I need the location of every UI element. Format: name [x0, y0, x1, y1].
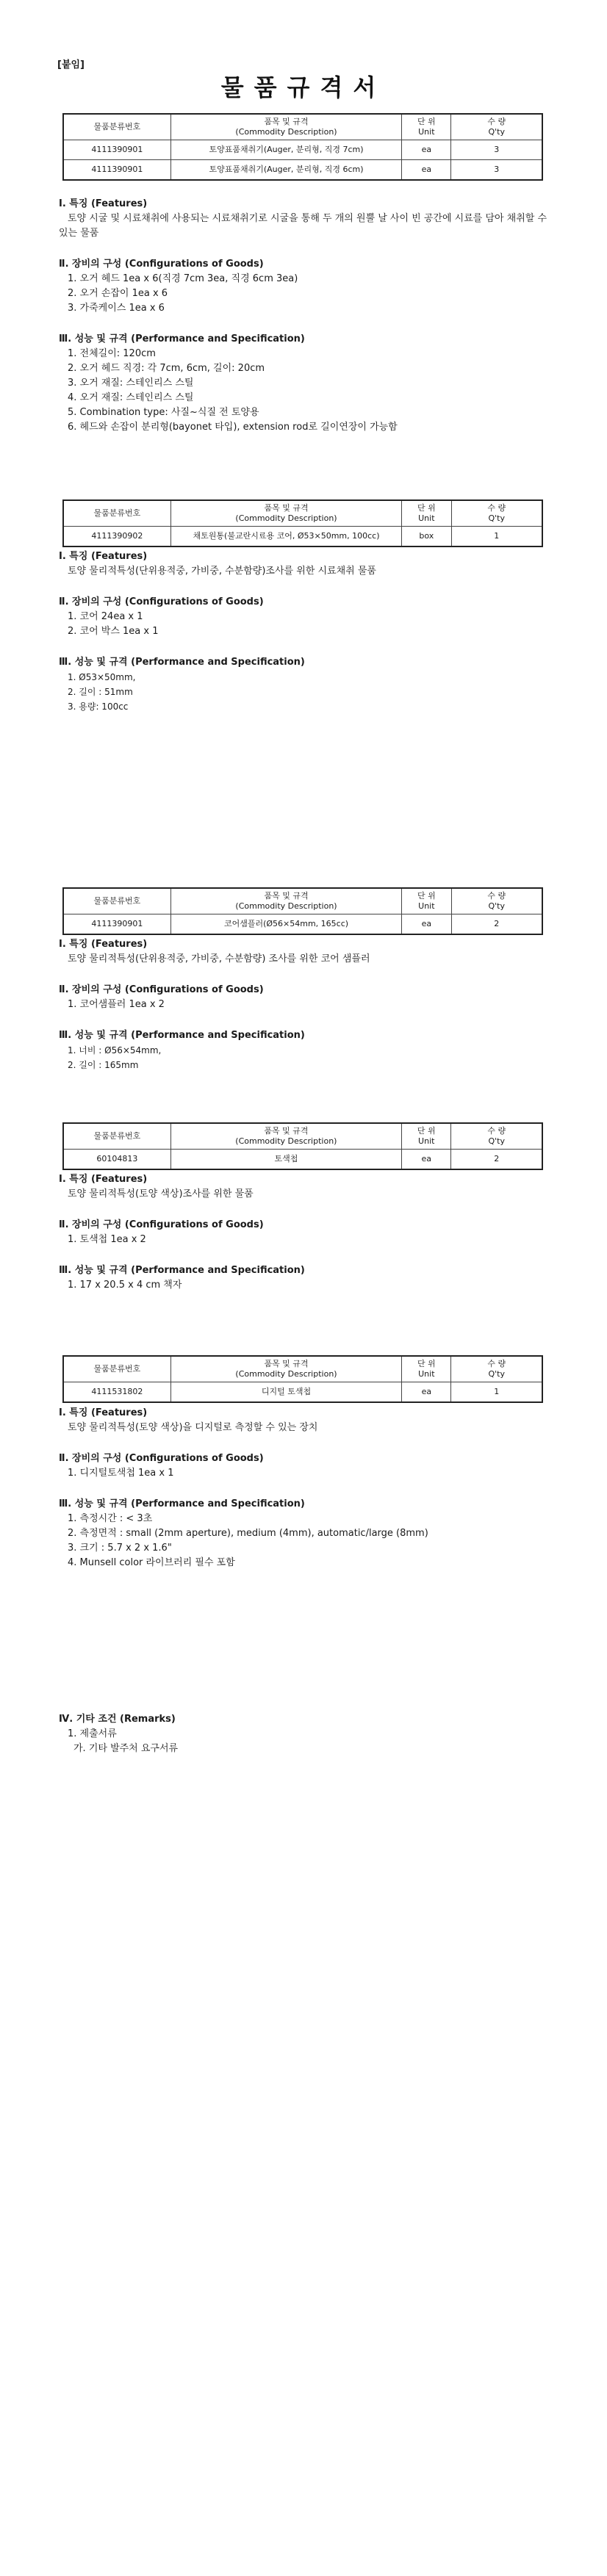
perf-item: 5. Combination type: 사질~식질 전 토양용 [68, 407, 259, 418]
features-heading: Ⅰ. 특징 (Features) [59, 1407, 148, 1418]
cell-code: 4111390901 [63, 914, 170, 935]
config-item: 1. 토색첩 1ea x 2 [68, 1234, 146, 1245]
perf-heading: Ⅲ. 성능 및 규격 (Performance and Specification) [59, 1498, 305, 1509]
header-desc: 품목 및 규격 (Commodity Description) [170, 1356, 401, 1382]
header-desc: 품목 및 규격 (Commodity Description) [170, 888, 401, 914]
config-heading: Ⅱ. 장비의 구성 (Configurations of Goods) [59, 1219, 264, 1230]
table-header-row [63, 1123, 542, 1150]
perf-item: 1. 17 x 20.5 x 4 cm 책자 [68, 1280, 182, 1291]
config-heading: Ⅱ. 장비의 구성 (Configurations of Goods) [59, 259, 264, 270]
header-qty: 수 량 Q'ty [451, 888, 542, 914]
header-qty: 수 량 Q'ty [451, 1356, 542, 1382]
header-unit: 단 위 Unit [402, 1123, 451, 1150]
header-code: 물품분류번호 [63, 114, 170, 140]
features-text: 토양 물리적특성(토양 색상)조사를 위한 물품 [68, 1188, 254, 1199]
item-2-spec [59, 549, 558, 714]
cell-desc: 디지털 토색첩 [170, 1382, 401, 1403]
cell-code: 4111390901 [63, 140, 170, 160]
features-heading: Ⅰ. 특징 (Features) [59, 1174, 148, 1185]
header-desc: 품목 및 규격 (Commodity Description) [170, 114, 401, 140]
cell-desc: 코어샘플러(Ø56×54mm, 165cc) [170, 914, 401, 935]
header-qty: 수 량 Q'ty [451, 500, 542, 527]
cell-desc: 토색첩 [170, 1150, 401, 1170]
cell-qty: 3 [451, 140, 542, 160]
table-row [63, 527, 542, 547]
config-item: 2. 오거 손잡이 1ea x 6 [68, 288, 168, 299]
item-1-spec [59, 197, 558, 435]
perf-heading: Ⅲ. 성능 및 규격 (Performance and Specification) [59, 1265, 305, 1276]
cell-unit: ea [402, 140, 451, 160]
perf-item: 1. 너비 : Ø56×54mm, [68, 1045, 162, 1056]
cell-unit: box [402, 527, 451, 547]
features-text: 토양 시굴 및 시료채취에 사용되는 시료채취기로 시굴을 통해 두 개의 원뿔 날 사이 빈 공간에 시료를 담아 채취할 수 있는 물품 [59, 213, 547, 239]
perf-item: 1. Ø53×50mm, [68, 672, 136, 682]
item-table-5 [62, 1355, 543, 1403]
cell-desc: 채토원통(불교란시료용 코어, Ø53×50mm, 100cc) [170, 527, 401, 547]
perf-item: 1. 측정시간 : < 3초 [68, 1513, 153, 1524]
header-code: 물품분류번호 [63, 1123, 170, 1150]
config-item: 1. 디지털토색첩 1ea x 1 [68, 1468, 174, 1479]
config-heading: Ⅱ. 장비의 구성 (Configurations of Goods) [59, 596, 264, 607]
table-header-row [63, 500, 542, 527]
perf-item: 4. Munsell color 라이브러리 필수 포함 [68, 1557, 235, 1568]
header-unit: 단 위 Unit [402, 500, 451, 527]
perf-item: 3. 오거 재질: 스테인리스 스틸 [68, 378, 194, 389]
header-desc: 품목 및 규격 (Commodity Description) [170, 500, 401, 527]
cell-code: 4111390901 [63, 160, 170, 181]
remarks-heading: Ⅳ. 기타 조건 (Remarks) [59, 1714, 176, 1725]
features-heading: Ⅰ. 특징 (Features) [59, 939, 148, 950]
cell-qty: 1 [451, 1382, 542, 1403]
cell-unit: ea [402, 1382, 451, 1403]
table-header-row [63, 1356, 542, 1382]
item-3-spec [59, 937, 558, 1072]
cell-qty: 2 [451, 1150, 542, 1170]
perf-heading: Ⅲ. 성능 및 규격 (Performance and Specification) [59, 333, 305, 344]
remarks-subitem: 가. 기타 발주처 요구서류 [73, 1743, 179, 1754]
header-unit: 단 위 Unit [402, 1356, 451, 1382]
header-unit: 단 위 Unit [402, 888, 451, 914]
perf-item: 2. 오거 헤드 직경: 각 7cm, 6cm, 길이: 20cm [68, 363, 265, 374]
item-5-spec [59, 1406, 558, 1570]
header-code: 물품분류번호 [63, 500, 170, 527]
remarks-item: 1. 제출서류 [68, 1728, 117, 1739]
config-heading: Ⅱ. 장비의 구성 (Configurations of Goods) [59, 1453, 264, 1464]
table-row [63, 1150, 542, 1170]
table-row [63, 1382, 542, 1403]
perf-item: 3. 용량: 100cc [68, 701, 129, 712]
cell-desc: 토양표품채취기(Auger, 분리형, 직경 6cm) [170, 160, 401, 181]
cell-qty: 3 [451, 160, 542, 181]
config-item: 1. 코어샘플러 1ea x 2 [68, 999, 165, 1010]
cell-unit: ea [402, 914, 451, 935]
features-text: 토양 물리적특성(토양 색상)을 디지털로 측정할 수 있는 장치 [68, 1422, 318, 1433]
header-code: 물품분류번호 [63, 888, 170, 914]
perf-item: 2. 길이 : 165mm [68, 1060, 139, 1070]
item-4-spec [59, 1172, 558, 1293]
cell-code: 4111390902 [63, 527, 170, 547]
item-table-4 [62, 1122, 543, 1170]
config-item: 1. 오거 헤드 1ea x 6(직경 7cm 3ea, 직경 6cm 3ea) [68, 273, 298, 284]
table-row [63, 914, 542, 935]
item-table-1 [62, 113, 543, 181]
table-header-row [63, 888, 542, 914]
features-text: 토양 물리적특성(단위용적중, 가비중, 수분함량)조사를 위한 시료채취 물품 [68, 566, 376, 577]
cell-unit: ea [402, 1150, 451, 1170]
cell-code: 60104813 [63, 1150, 170, 1170]
cell-code: 4111531802 [63, 1382, 170, 1403]
table-row [63, 160, 542, 181]
config-heading: Ⅱ. 장비의 구성 (Configurations of Goods) [59, 984, 264, 995]
perf-item: 2. 길이 : 51mm [68, 687, 133, 697]
attachment-label: [붙임] [57, 59, 85, 71]
header-qty: 수 량 Q'ty [451, 114, 542, 140]
features-heading: Ⅰ. 특징 (Features) [59, 198, 148, 209]
cell-unit: ea [402, 160, 451, 181]
perf-item: 2. 측정면적 : small (2mm aperture), medium (4mm), automatic/large (8mm) [68, 1528, 428, 1539]
perf-heading: Ⅲ. 성능 및 규격 (Performance and Specification) [59, 1030, 305, 1041]
document-title: 물품규격서 [220, 73, 387, 101]
config-item: 2. 코어 박스 1ea x 1 [68, 626, 159, 637]
table-header-row [63, 114, 542, 140]
cell-qty: 1 [451, 527, 542, 547]
header-desc: 품목 및 규격 (Commodity Description) [170, 1123, 401, 1150]
item-table-2 [62, 499, 543, 547]
remarks-section [59, 1712, 558, 1756]
perf-heading: Ⅲ. 성능 및 규격 (Performance and Specification) [59, 657, 305, 668]
perf-item: 3. 크기 : 5.7 x 2 x 1.6" [68, 1543, 172, 1554]
features-text: 토양 물리적특성(단위용적중, 가비중, 수분함량) 조사를 위한 코어 샘플러 [68, 953, 370, 964]
table-row [63, 140, 542, 160]
perf-item: 1. 전체길이: 120cm [68, 348, 156, 359]
perf-item: 6. 헤드와 손잡이 분리형(bayonet 타입), extension rod로 길이연장이 가능함 [68, 422, 398, 433]
cell-desc: 토양표품채취기(Auger, 분리형, 직경 7cm) [170, 140, 401, 160]
item-table-3 [62, 887, 543, 935]
cell-qty: 2 [451, 914, 542, 935]
features-heading: Ⅰ. 특징 (Features) [59, 551, 148, 562]
config-item: 3. 가죽케이스 1ea x 6 [68, 303, 165, 314]
header-code: 물품분류번호 [63, 1356, 170, 1382]
header-qty: 수 량 Q'ty [451, 1123, 542, 1150]
config-item: 1. 코어 24ea x 1 [68, 611, 143, 622]
header-unit: 단 위 Unit [402, 114, 451, 140]
perf-item: 4. 오거 재질: 스테인리스 스틸 [68, 392, 194, 403]
